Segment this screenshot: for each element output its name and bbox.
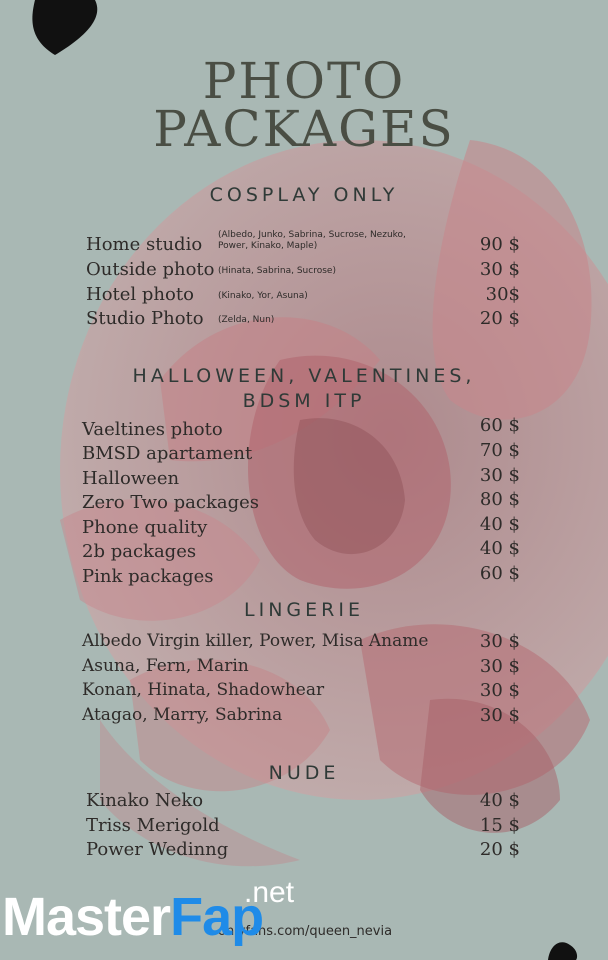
heart-icon [32,0,97,55]
list-item-name: Zero Two packages [82,492,260,513]
list-item-price: 90 $ [479,234,520,255]
section-title-halloween-line1: HALLOWEEN, VALENTINES, [132,365,476,387]
list-item-price: 60 $ [479,415,520,436]
list-item-price: 40 $ [479,514,520,535]
list-item-name: 2b packages [82,541,197,562]
list-item-price: 80 $ [479,489,520,510]
list-item-name: Pink packages [82,566,214,587]
list-item-price: 30 $ [479,631,520,652]
page-title-line2: PACKAGES [153,100,455,158]
list-item-name: Phone quality [82,517,208,538]
section-title-cosplay: COSPLAY ONLY [209,184,399,206]
list-item-name: Hotel photo [86,284,194,305]
list-item-name: Konan, Hinata, Shadowhear [82,680,325,700]
list-item-price: 40 $ [479,538,520,559]
list-item-price: 30 $ [479,656,520,677]
list-item-note: (Kinako, Yor, Asuna) [218,291,308,301]
list-item-price: 30$ [485,284,520,305]
list-item-name: Home studio [86,234,203,255]
section-title-halloween-line2: BDSM ITP [242,390,366,412]
list-item-note: (Hinata, Sabrina, Sucrose) [218,266,336,276]
heart-icon [548,942,577,960]
footer-link[interactable]: onlyfans.com/queen_nevia [218,924,393,939]
list-item-name: Outside photo [86,259,215,280]
list-item-note: (Albedo, Junko, Sabrina, Sucrose, Nezuko, Power, Kinako, Maple) [218,230,406,251]
list-item-name: Atagao, Marry, Sabrina [82,705,283,725]
watermark-suffix: .net [244,876,295,909]
list-item-name: Halloween [82,468,180,489]
watermark-logo [2,886,263,948]
list-item-name: Triss Merigold [86,815,220,836]
list-item-name: Power Wedinng [86,839,229,860]
watermark-part1: Master [2,887,171,947]
list-item-name: BMSD apartament [82,443,253,464]
list-item-price: 30 $ [479,680,520,701]
list-item-price: 20 $ [479,839,520,860]
list-item-price: 40 $ [479,790,520,811]
list-item-price: 20 $ [479,308,520,329]
list-item-name: Asuna, Fern, Marin [82,656,249,676]
watermark-part2: Fap [170,887,264,947]
list-item-price: 30 $ [479,259,520,280]
list-item-price: 60 $ [479,563,520,584]
list-item-price: 15 $ [479,815,520,836]
list-item-name: Vaeltines photo [82,419,223,440]
list-item-name: Kinako Neko [86,790,204,811]
list-item-price: 70 $ [479,440,520,461]
list-item-name: Studio Photo [86,308,204,329]
list-item-price: 30 $ [479,465,520,486]
page-title-line1: PHOTO [202,52,406,110]
list-item-note: (Zelda, Nun) [218,315,275,325]
list-item-name: Albedo Virgin killer, Power, Misa Aname [82,631,429,651]
section-title-nude: NUDE [268,762,340,784]
list-item-price: 30 $ [479,705,520,726]
section-title-lingerie: LINGERIE [244,599,364,621]
